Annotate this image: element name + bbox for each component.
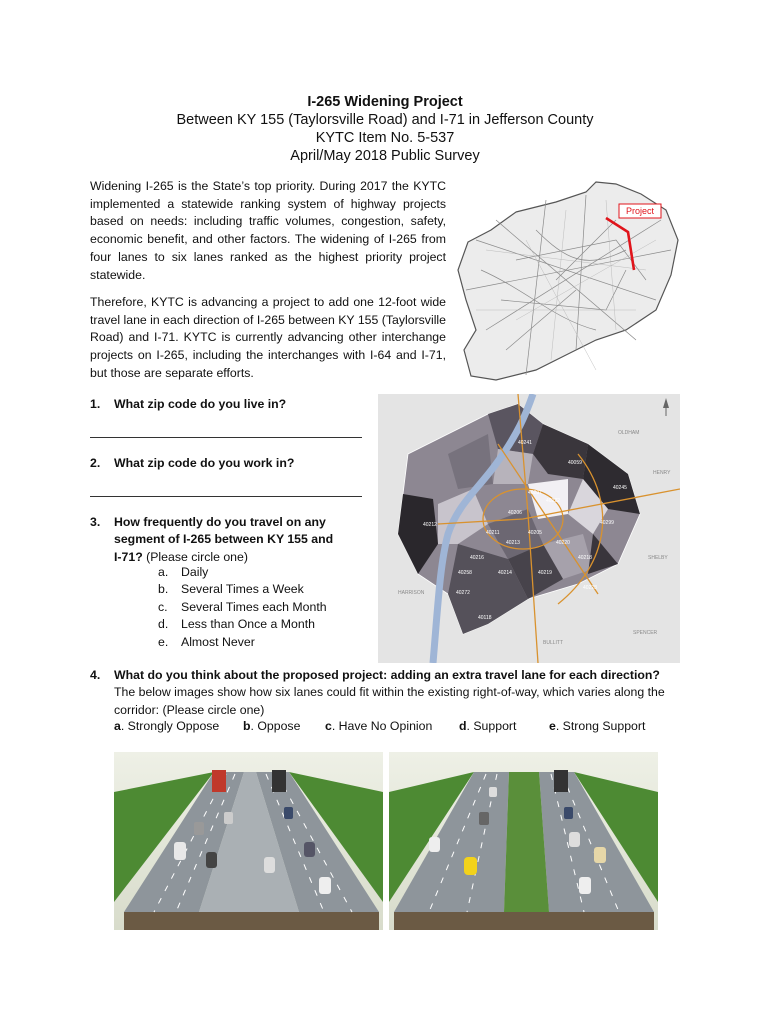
answer-line-1[interactable] — [90, 437, 362, 438]
question-number: 1. — [90, 397, 101, 411]
svg-text:40228: 40228 — [583, 585, 597, 591]
survey-date: April/May 2018 Public Survey — [290, 148, 480, 164]
question-1 — [90, 396, 286, 413]
svg-text:40118: 40118 — [478, 615, 492, 621]
option-c[interactable]: c. Several Times each Month — [158, 599, 327, 614]
frequency-options — [158, 564, 327, 651]
svg-text:40213: 40213 — [506, 540, 520, 546]
svg-text:40059: 40059 — [568, 460, 582, 466]
svg-text:40205: 40205 — [528, 530, 542, 536]
choice-a[interactable]: a. Strongly Oppose — [114, 719, 220, 733]
question-4: 4. What do you think about the proposed project: adding an extra travel lane for each direction? The below images show how six lanes could fit within the existing right-of-way, which varies along the corridor: (Please circle one) — [90, 668, 665, 717]
choice-b[interactable]: b. Oppose — [243, 719, 301, 733]
svg-text:HENRY: HENRY — [653, 470, 671, 476]
choice-e[interactable]: e. Strong Support — [549, 719, 646, 733]
item-number: KYTC Item No. 5-537 — [315, 130, 455, 146]
option-b[interactable]: b. Several Times a Week — [158, 582, 304, 597]
zip-code-map — [378, 394, 680, 663]
intro-paragraph-2: Therefore, KYTC is advancing a project to add one 12-foot wide travel lane in each direction of I-265 between KY 155 (Taylorsville Road) and I-71. KYTC is currently advancing other interchange projects on I-265, including the interchanges with I-64 and I-71, but those are separate efforts. — [90, 295, 446, 380]
question-number: 3. — [90, 515, 101, 529]
svg-text:40241: 40241 — [518, 440, 532, 446]
svg-text:SHELBY: SHELBY — [648, 555, 668, 561]
choice-d[interactable]: d. Support — [459, 719, 517, 733]
svg-text:HARRISON: HARRISON — [398, 590, 425, 596]
six-lane-rendering-barrier — [114, 752, 383, 930]
question-text: What zip code do you work in? — [114, 456, 295, 470]
county-project-map — [456, 180, 682, 386]
svg-text:40212: 40212 — [423, 522, 437, 528]
question-number: 2. — [90, 456, 101, 470]
svg-text:40272: 40272 — [456, 590, 470, 596]
svg-text:40219: 40219 — [538, 570, 552, 576]
svg-text:SPENCER: SPENCER — [633, 630, 658, 636]
svg-text:40206: 40206 — [508, 510, 522, 516]
svg-text:40220: 40220 — [556, 540, 570, 546]
svg-text:40207: 40207 — [528, 490, 542, 496]
svg-text:BULLITT: BULLITT — [543, 640, 564, 646]
svg-text:40222: 40222 — [546, 498, 560, 504]
svg-text:40299: 40299 — [600, 520, 614, 526]
six-lane-rendering-median — [389, 752, 658, 930]
intro-paragraph-1: Widening I-265 is the State’s top priority. During 2017 the KYTC implemented a statewide ranking system of highway projects based on needs: including traffic volumes, congestion, safety, economic benefit, and other factors. The widening of I-265 from four lanes to six lanes ranked as the highest priority project statewide. — [90, 179, 446, 282]
document-subtitle: Between KY 155 (Taylorsville Road) and I-71 in Jefferson County — [176, 112, 594, 128]
svg-text:40216: 40216 — [470, 555, 484, 561]
svg-text:40258: 40258 — [458, 570, 472, 576]
svg-text:40245: 40245 — [613, 485, 627, 491]
answer-line-2[interactable] — [90, 496, 362, 497]
document-title: I-265 Widening Project — [307, 94, 463, 110]
svg-text:40218: 40218 — [578, 555, 592, 561]
option-a[interactable]: a. Daily — [158, 565, 209, 579]
svg-text:40211: 40211 — [486, 530, 500, 536]
option-e[interactable]: e. Almost Never — [158, 634, 255, 649]
question-text: What zip code do you live in? — [114, 397, 287, 411]
svg-text:40214: 40214 — [498, 570, 512, 576]
title-block — [0, 93, 770, 165]
question-2 — [90, 455, 294, 472]
project-label: Project — [625, 206, 655, 216]
choice-c[interactable]: c. Have No Opinion — [325, 719, 433, 733]
svg-text:OLDHAM: OLDHAM — [618, 430, 640, 436]
question-3: 3. How frequently do you travel on any segment of I-265 between KY 155 and I-71? (Please circle one) — [90, 515, 334, 564]
option-d[interactable]: d. Less than Once a Month — [158, 617, 315, 632]
